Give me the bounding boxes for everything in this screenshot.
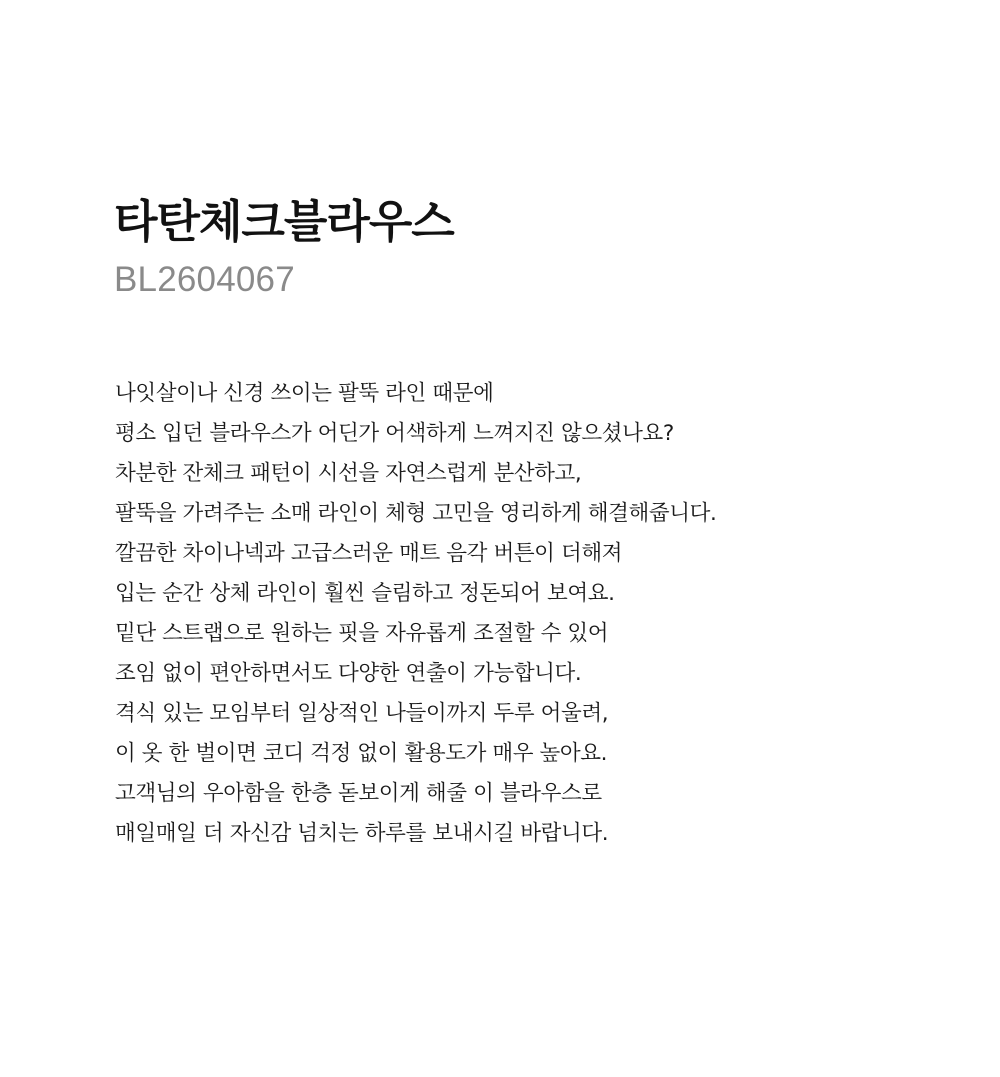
product-header [114, 192, 454, 302]
description-line: 차분한 잔체크 패턴이 시선을 자연스럽게 분산하고, [115, 461, 582, 486]
description-line: 나잇살이나 신경 쓰이는 팔뚝 라인 때문에 [115, 381, 494, 406]
description-line: 팔뚝을 가려주는 소매 라인이 체형 고민을 영리하게 해결해줍니다. [115, 501, 717, 526]
product-code: BL2604067 [114, 260, 295, 299]
description-line: 격식 있는 모임부터 일상적인 나들이까지 두루 어울려, [115, 701, 609, 726]
description-line: 고객님의 우아함을 한층 돋보이게 해줄 이 블라우스로 [115, 781, 602, 806]
description-line: 평소 입던 블라우스가 어딘가 어색하게 느껴지진 않으셨나요? [115, 421, 674, 446]
description-line: 입는 순간 상체 라인이 훨씬 슬림하고 정돈되어 보여요. [115, 581, 615, 606]
product-description [115, 374, 975, 854]
description-line: 밑단 스트랩으로 원하는 핏을 자유롭게 조절할 수 있어 [115, 621, 609, 646]
description-line: 매일매일 더 자신감 넘치는 하루를 보내시길 바랍니다. [115, 821, 609, 846]
description-line: 조임 없이 편안하면서도 다양한 연출이 가능합니다. [115, 661, 582, 686]
description-line: 깔끔한 차이나넥과 고급스러운 매트 음각 버튼이 더해져 [115, 541, 623, 566]
product-title: 타탄체크블라우스 [114, 195, 454, 248]
description-line: 이 옷 한 벌이면 코디 걱정 없이 활용도가 매우 높아요. [115, 741, 608, 766]
